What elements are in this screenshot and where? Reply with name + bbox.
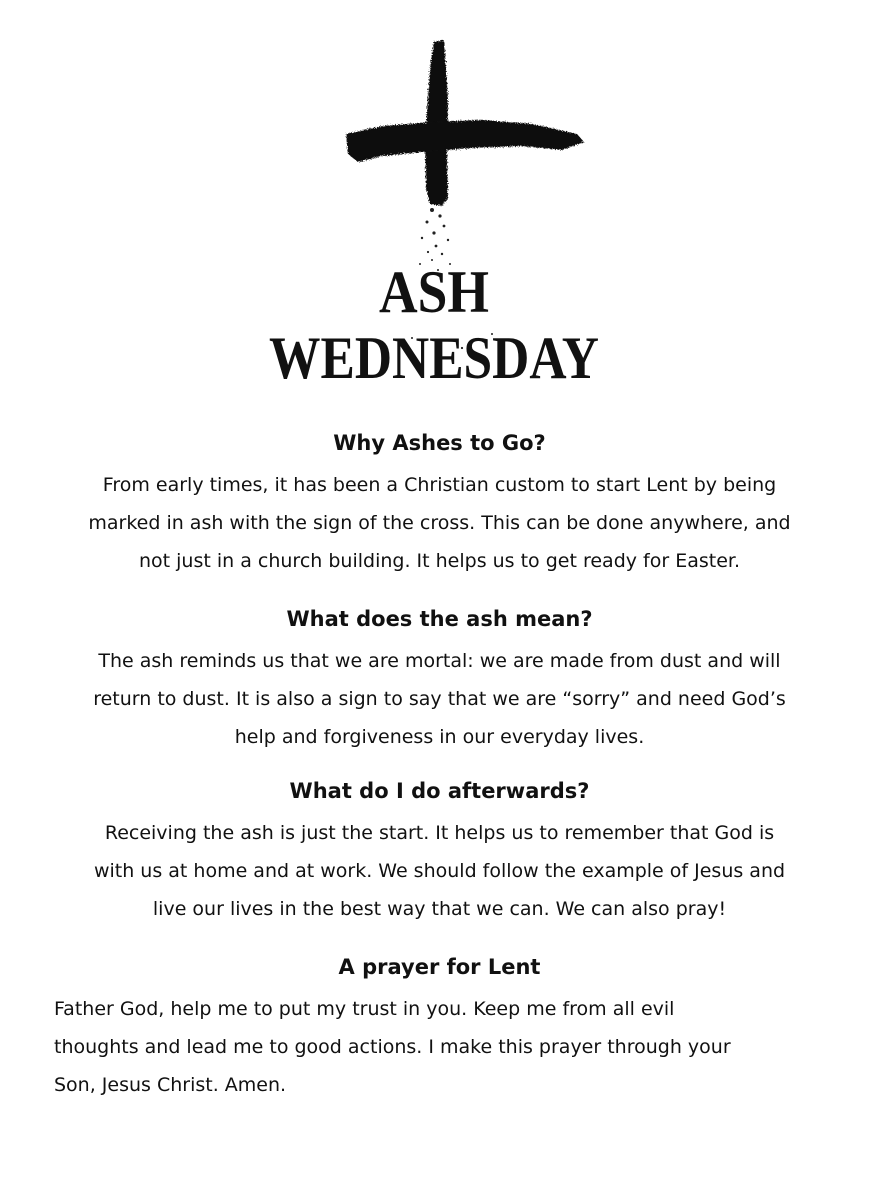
paragraph-line: return to dust. It is also a sign to say that we are “sorry” and need God’s [93,688,786,710]
section-paragraph [45,642,835,756]
cross-horizontal-beam [346,120,584,162]
paragraph-line: thoughts and lead me to good actions. I make this prayer through your [54,1036,731,1058]
section-heading: What do I do afterwards? [289,779,590,803]
logo-line-ash: ASH [379,259,489,325]
paragraph-line: not just in a church building. It helps us to get ready for Easter. [138,550,740,572]
paragraph-line: Son, Jesus Christ. Amen. [54,1074,287,1096]
section-prayer [0,952,879,1104]
section-heading: Why Ashes to Go? [333,431,546,455]
paragraph-line: Receiving the ash is just the start. It helps us to remember that God is [104,822,775,844]
paragraph-line: From early times, it has been a Christian custom to start Lent by being [102,474,777,496]
section-paragraph [45,814,835,928]
paragraph-line: help and forgiveness in our everyday lives. [234,726,645,748]
paragraph-line: with us at home and at work. We should follow the example of Jesus and [93,860,786,882]
paragraph-line: Father God, help me to put my trust in you. Keep me from all evil [54,998,675,1020]
section-heading: A prayer for Lent [338,955,541,979]
section-paragraph [45,466,835,580]
section-ash-meaning [0,604,879,756]
paragraph-line: The ash reminds us that we are mortal: we are made from dust and will [98,650,781,672]
logo-line-wednesday: WEDNESDAY [269,325,599,391]
ash-cross-icon [262,38,612,391]
paragraph-line: marked in ash with the sign of the cross. This can be done anywhere, and [88,512,791,534]
paragraph-line: live our lives in the best way that we can. We can also pray! [152,898,727,920]
section-why-ashes [0,428,879,580]
section-heading: What does the ash mean? [286,607,593,631]
document-body [0,428,879,1104]
section-afterwards [0,776,879,928]
prayer-paragraph [0,990,834,1104]
ash-wednesday-logo [262,38,612,391]
